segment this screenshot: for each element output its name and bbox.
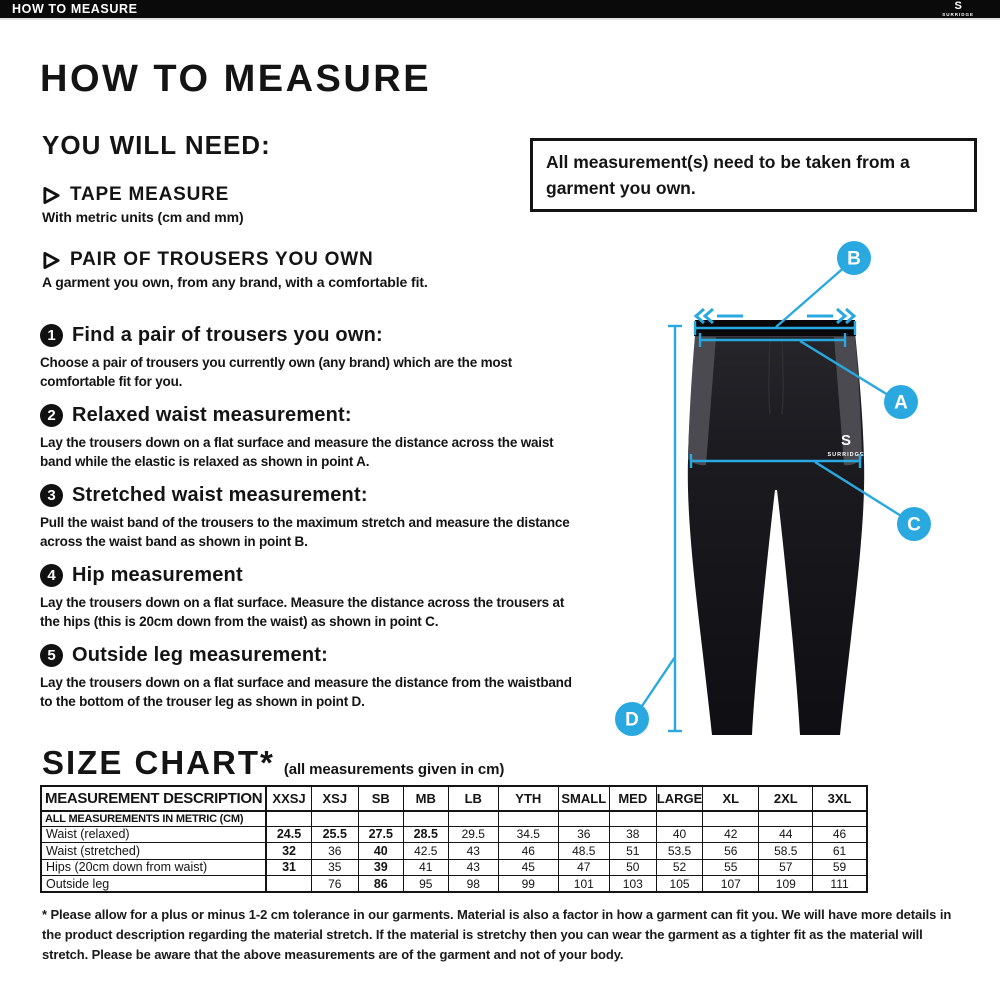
footnote-text: * Please allow for a plus or minus 1-2 cm tolerance in our garments. Material is also a factor in how a garment can fit you. We will have more details in the product description regarding the material stretch. If the material is stretchy then you can wear the garment as a tighter fit as the material will stretch. Please be aware that the above measurements are of the garment and not of your body. — [42, 907, 952, 963]
step-number-badge: 1 — [40, 324, 63, 347]
value-cell: 61 — [813, 843, 867, 860]
value-cell: 45 — [498, 859, 558, 876]
outside-leg-line — [640, 326, 682, 731]
metric-note-cell: ALL MEASUREMENTS IN METRIC (CM) — [41, 811, 266, 826]
value-cell: 41 — [403, 859, 448, 876]
value-cell: 46 — [498, 843, 558, 860]
step-5 — [40, 644, 585, 712]
value-cell: 56 — [703, 843, 759, 860]
need-item-tape-measure — [42, 184, 562, 225]
you-will-need-heading: YOU WILL NEED: — [42, 130, 271, 160]
callout-c — [897, 507, 931, 541]
play-triangle-icon — [42, 251, 61, 270]
step-desc: Lay the trousers down on a flat surface and measure the distance across the waist band while the elastic is relaxed as shown in point A. — [40, 435, 554, 470]
svg-text:D: D — [625, 709, 639, 731]
need-item-title: TAPE MEASURE — [70, 184, 230, 205]
value-cell: 36 — [558, 826, 609, 843]
size-column-header: 2XL — [759, 786, 813, 811]
table-row — [41, 876, 867, 893]
step-desc: Choose a pair of trousers you currently own (any brand) which are the most comfortable fit for you. — [40, 355, 513, 390]
step-2 — [40, 404, 585, 472]
row-label-cell: Outside leg — [41, 876, 266, 893]
empty-cell — [403, 811, 448, 826]
value-cell: 27.5 — [358, 826, 403, 843]
step-number-badge: 4 — [40, 564, 63, 587]
value-cell: 31 — [266, 859, 311, 876]
value-cell: 40 — [656, 826, 703, 843]
step-title: Outside leg measurement: — [72, 644, 328, 666]
size-chart-subtitle: (all measurements given in cm) — [283, 761, 505, 778]
step-desc: Lay the trousers down on a flat surface. Measure the distance across the trousers at the hips (this is 20cm down from the waist) as shown in point C. — [40, 595, 565, 630]
need-item-desc: A garment you own, from any brand, with a comfortable fit. — [42, 274, 428, 290]
value-cell: 46 — [813, 826, 867, 843]
step-3 — [40, 484, 585, 552]
size-chart-heading — [42, 744, 504, 782]
step-title: Relaxed waist measurement: — [72, 404, 352, 426]
empty-cell — [813, 811, 867, 826]
step-number-badge: 5 — [40, 644, 63, 667]
empty-cell — [448, 811, 498, 826]
pants-logo-s-icon: S — [840, 432, 852, 449]
value-cell: 28.5 — [403, 826, 448, 843]
value-cell: 29.5 — [448, 826, 498, 843]
topbar-title: HOW TO MEASURE — [12, 2, 138, 16]
metric-note-row — [41, 811, 867, 826]
step-1 — [40, 324, 585, 392]
value-cell: 50 — [609, 859, 656, 876]
trousers-image — [688, 320, 865, 735]
value-cell: 51 — [609, 843, 656, 860]
value-cell: 48.5 — [558, 843, 609, 860]
size-chart-table — [40, 785, 868, 893]
value-cell: 39 — [358, 859, 403, 876]
value-cell: 59 — [813, 859, 867, 876]
empty-cell — [703, 811, 759, 826]
value-cell: 109 — [759, 876, 813, 893]
play-triangle-icon — [42, 186, 61, 205]
value-cell: 101 — [558, 876, 609, 893]
size-column-header: YTH — [498, 786, 558, 811]
value-cell: 103 — [609, 876, 656, 893]
value-cell: 55 — [703, 859, 759, 876]
page-title: HOW TO MEASURE — [40, 58, 432, 100]
callout-b — [837, 241, 871, 275]
size-column-header: XSJ — [311, 786, 358, 811]
step-4 — [40, 564, 585, 632]
value-cell: 43 — [448, 843, 498, 860]
value-cell: 25.5 — [311, 826, 358, 843]
empty-cell — [759, 811, 813, 826]
value-cell: 32 — [266, 843, 311, 860]
value-cell — [266, 876, 311, 893]
table-header-row — [41, 786, 867, 811]
need-item-trousers — [42, 249, 562, 290]
value-cell: 95 — [403, 876, 448, 893]
size-column-header: LB — [448, 786, 498, 811]
empty-cell — [558, 811, 609, 826]
value-cell: 107 — [703, 876, 759, 893]
step-number-badge: 3 — [40, 484, 63, 507]
notice-box — [530, 138, 977, 212]
table-row — [41, 826, 867, 843]
value-cell: 36 — [311, 843, 358, 860]
surridge-logo-text: SURRIDGE — [942, 11, 974, 17]
value-cell: 53.5 — [656, 843, 703, 860]
value-cell: 24.5 — [266, 826, 311, 843]
value-cell: 86 — [358, 876, 403, 893]
value-cell: 58.5 — [759, 843, 813, 860]
value-cell: 76 — [311, 876, 358, 893]
value-cell: 35 — [311, 859, 358, 876]
size-chart-title: SIZE CHART* — [42, 744, 275, 781]
empty-cell — [311, 811, 358, 826]
value-cell: 99 — [498, 876, 558, 893]
size-column-header: XL — [703, 786, 759, 811]
empty-cell — [266, 811, 311, 826]
empty-cell — [498, 811, 558, 826]
value-cell: 47 — [558, 859, 609, 876]
value-cell: 57 — [759, 859, 813, 876]
empty-cell — [609, 811, 656, 826]
size-column-header: MED — [609, 786, 656, 811]
row-label-cell: Hips (20cm down from waist) — [41, 859, 266, 876]
value-cell: 42 — [703, 826, 759, 843]
value-cell: 44 — [759, 826, 813, 843]
empty-cell — [656, 811, 703, 826]
svg-text:A: A — [894, 392, 908, 414]
trousers-measure-diagram — [600, 232, 1000, 762]
size-column-header: LARGE — [656, 786, 703, 811]
notice-text: All measurement(s) need to be taken from a garment you own. — [546, 151, 910, 198]
empty-cell — [358, 811, 403, 826]
need-item-desc: With metric units (cm and mm) — [42, 209, 244, 225]
size-column-header: XXSJ — [266, 786, 311, 811]
measurement-description-header: MEASUREMENT DESCRIPTION — [41, 786, 266, 811]
row-label-cell: Waist (relaxed) — [41, 826, 266, 843]
size-column-header: SB — [358, 786, 403, 811]
value-cell: 40 — [358, 843, 403, 860]
size-column-header: MB — [403, 786, 448, 811]
value-cell: 42.5 — [403, 843, 448, 860]
value-cell: 111 — [813, 876, 867, 893]
table-row — [41, 859, 867, 876]
row-label-cell: Waist (stretched) — [41, 843, 266, 860]
step-number-badge: 2 — [40, 404, 63, 427]
table-row — [41, 843, 867, 860]
value-cell: 38 — [609, 826, 656, 843]
value-cell: 105 — [656, 876, 703, 893]
need-item-title: PAIR OF TROUSERS YOU OWN — [70, 249, 374, 270]
svg-text:C: C — [907, 514, 921, 536]
value-cell: 34.5 — [498, 826, 558, 843]
step-desc: Pull the waist band of the trousers to the maximum stretch and measure the distance across the waist band as shown in point B. — [40, 515, 570, 550]
svg-text:B: B — [847, 248, 861, 270]
size-column-header: 3XL — [813, 786, 867, 811]
step-desc: Lay the trousers down on a flat surface and measure the distance from the waistband to the bottom of the trouser leg as shown in point D. — [40, 675, 572, 710]
callout-d — [615, 702, 649, 736]
step-title: Stretched waist measurement: — [72, 484, 368, 506]
step-title: Find a pair of trousers you own: — [72, 324, 383, 346]
value-cell: 52 — [656, 859, 703, 876]
step-title: Hip measurement — [72, 564, 243, 586]
value-cell: 43 — [448, 859, 498, 876]
pants-logo-text: SURRIDGE — [827, 452, 865, 458]
surridge-s-icon: S — [954, 0, 962, 12]
surridge-logo — [942, 1, 974, 18]
callout-a — [884, 385, 918, 419]
size-column-header: SMALL — [558, 786, 609, 811]
value-cell: 98 — [448, 876, 498, 893]
top-title-bar — [0, 0, 1000, 20]
